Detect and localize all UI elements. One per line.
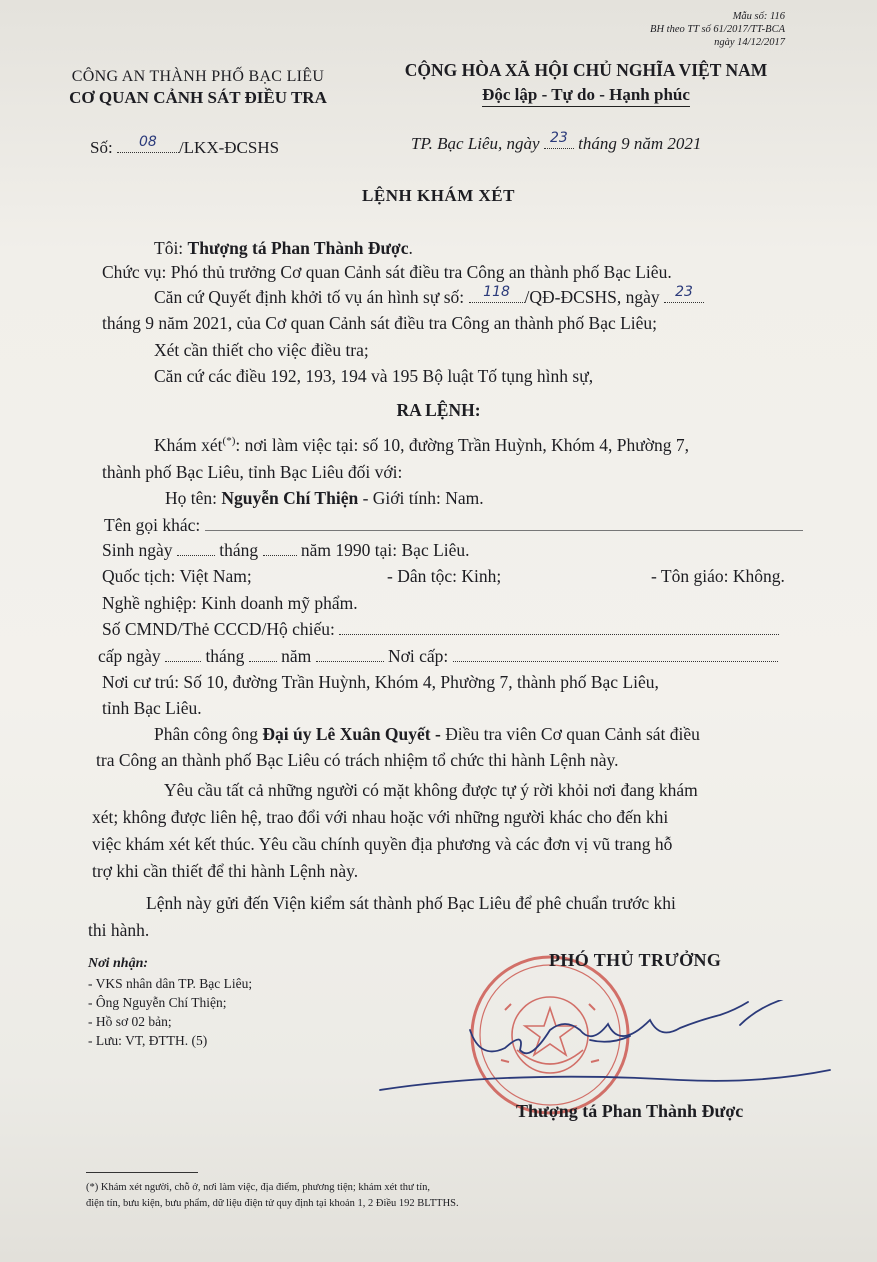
basis-decision-mid: /QĐ-ĐCSHS, ngày <box>524 287 660 307</box>
document-date <box>411 130 702 154</box>
national-heading <box>382 60 790 107</box>
footnote-divider <box>86 1172 198 1173</box>
issue-year-label: năm <box>281 646 312 666</box>
form-code-line3: ngày 14/12/2017 <box>714 37 785 48</box>
signer-name: Thượng tá Phan Thành Được <box>516 1101 744 1121</box>
issuer-line <box>154 238 413 259</box>
search-label: Khám xét <box>154 435 223 455</box>
alias-line <box>104 515 803 536</box>
footnote-line2: điện tín, bưu kiện, bưu phẩm, dữ liệu điện tử quy định tại khoản 1, 2 Điều 192 BLTTHS. <box>86 1198 459 1209</box>
issuer-position: Chức vụ: Phó thủ trưởng Cơ quan Cảnh sát điều tra Công an thành phố Bạc Liêu. <box>102 262 672 282</box>
dob-day-blank <box>177 541 215 556</box>
subject-gender: - Giới tính: Nam. <box>362 488 484 508</box>
doc-number-suffix: /LKX-ĐCSHS <box>178 138 280 157</box>
decision-number-blank <box>469 284 525 303</box>
basis-decision-start: Căn cứ Quyết định khởi tố vụ án hình sự số: <box>154 287 465 307</box>
issue-month-label: tháng <box>205 646 245 666</box>
residence: Nơi cư trú: Số 10, đường Trần Huỳnh, Khóm 4, Phường 7, thành phố Bạc Liêu, <box>102 672 659 692</box>
recipients-title: Nơi nhận: <box>88 956 149 971</box>
id-issue-line <box>98 646 778 667</box>
requirement-l1: Yêu cầu tất cả những người có mặt không được tự ý rời khỏi nơi đang khám <box>164 780 698 800</box>
issuing-organization <box>48 68 348 108</box>
org-line2: CƠ QUAN CẢNH SÁT ĐIỀU TRA <box>69 88 327 107</box>
alias-label: Tên gọi khác: <box>104 515 201 535</box>
issue-month-blank <box>249 647 277 662</box>
requirement-l3: việc khám xét kết thúc. Yêu cầu chính quyền địa phương và các đơn vị vũ trang hỗ <box>92 834 673 854</box>
assignment-line <box>154 724 700 745</box>
form-code-line2: BH theo TT số 61/2017/TT-BCA <box>650 24 785 35</box>
search-location <box>154 435 689 456</box>
basis-necessity: Xét cần thiết cho việc điều tra; <box>154 340 369 360</box>
doc-number-handwritten: 08 <box>139 134 157 150</box>
decision-day-blank <box>664 284 704 303</box>
recipient-item: - Hồ sơ 02 bản; <box>88 1014 172 1029</box>
form-code <box>650 10 785 49</box>
decision-day-handwritten: 23 <box>675 284 693 300</box>
dob-month-blank <box>263 541 297 556</box>
signature-icon <box>360 1000 840 1100</box>
org-line1: CÔNG AN THÀNH PHỐ BẠC LIÊU <box>71 68 325 85</box>
basis-decision <box>154 284 704 308</box>
search-footnote-mark: (*) <box>222 435 236 448</box>
recipient-item: - VKS nhân dân TP. Bạc Liêu; <box>88 976 253 991</box>
issue-day-blank <box>165 647 201 662</box>
id-line <box>102 619 779 640</box>
subject-name-line <box>165 488 484 509</box>
issuer-end: . <box>408 238 413 258</box>
footnote-line1: (*) Khám xét người, chỗ ở, nơi làm việc, địa điểm, phương tiện; khám xét thư tín, <box>86 1182 431 1193</box>
search-location-cont: thành phố Bạc Liêu, tỉnh Bạc Liêu đối với: <box>102 462 403 482</box>
name-label: Họ tên: <box>165 488 218 508</box>
issue-place-label: Nơi cấp: <box>387 646 449 666</box>
id-label: Số CMND/Thẻ CCCD/Hộ chiếu: <box>102 619 335 639</box>
issuer-name: Thượng tá Phan Thành Được <box>187 238 409 258</box>
residence-cont: tỉnh Bạc Liêu. <box>102 698 202 718</box>
religion: - Tôn giáo: Không. <box>651 566 785 586</box>
sending-l2: thi hành. <box>88 920 150 940</box>
doc-number-blank <box>117 134 179 153</box>
search-text: : nơi làm việc tại: số 10, đường Trần Huỳnh, Khóm 4, Phường 7, <box>235 435 689 455</box>
dob-year: năm 1990 tại: Bạc Liêu. <box>300 540 470 560</box>
issue-year-blank <box>316 647 384 662</box>
alias-blank <box>205 516 803 531</box>
document-number <box>90 134 280 158</box>
occupation: Nghề nghiệp: Kinh doanh mỹ phẩm. <box>102 593 358 613</box>
date-suffix: tháng 9 năm 2021 <box>578 134 702 153</box>
assigned-officer: Đại úy Lê Xuân Quyết - <box>262 724 441 744</box>
form-code-line1: Mẫu số: 116 <box>732 11 785 22</box>
issuer-label: Tôi: <box>154 238 184 258</box>
date-day-blank <box>544 130 574 149</box>
doc-number-prefix: Số: <box>90 138 113 157</box>
date-day-handwritten: 23 <box>549 130 568 146</box>
document-title: LỆNH KHÁM XÉT <box>362 186 515 205</box>
issue-place-blank <box>453 647 778 662</box>
signer-title: PHÓ THỦ TRƯỞNG <box>549 950 722 970</box>
recipient-item: - Ông Nguyễn Chí Thiện; <box>88 995 227 1010</box>
dob-month-label: tháng <box>219 540 259 560</box>
nation-line1: CỘNG HÒA XÃ HỘI CHỦ NGHĨA VIỆT NAM <box>404 60 768 80</box>
ethnicity: - Dân tộc: Kinh; <box>387 566 502 586</box>
assignment-rest: Điều tra viên Cơ quan Cảnh sát điều <box>445 724 700 744</box>
nationality: Quốc tịch: Việt Nam; <box>102 566 252 586</box>
assignment-cont: tra Công an thành phố Bạc Liêu có trách nhiệm tổ chức thi hành Lệnh này. <box>96 750 619 770</box>
basis-law: Căn cứ các điều 192, 193, 194 và 195 Bộ luật Tố tụng hình sự, <box>154 366 594 386</box>
sending-l1: Lệnh này gửi đến Viện kiểm sát thành phố Bạc Liêu để phê chuẩn trước khi <box>146 893 676 913</box>
nation-line2: Độc lập - Tự do - Hạnh phúc <box>482 85 690 107</box>
assignment-start: Phân công ông <box>154 724 259 744</box>
subject-name: Nguyễn Chí Thiện <box>221 488 359 508</box>
dob-line <box>102 540 470 561</box>
issue-day-label: cấp ngày <box>98 646 161 666</box>
decision-number-handwritten: 118 <box>483 284 510 300</box>
requirement-l2: xét; không được liên hệ, trao đổi với nhau hoặc với những người khác cho đến khi <box>92 807 669 827</box>
requirement-l4: trợ khi cần thiết để thi hành Lệnh này. <box>92 861 359 881</box>
id-blank <box>339 620 779 635</box>
recipient-item: - Lưu: VT, ĐTTH. (5) <box>88 1033 208 1048</box>
basis-decision-cont: tháng 9 năm 2021, của Cơ quan Cảnh sát điều tra Công an thành phố Bạc Liêu; <box>102 313 658 333</box>
order-heading: RA LỆNH: <box>396 400 481 420</box>
date-prefix: TP. Bạc Liêu, ngày <box>411 134 540 153</box>
dob-label: Sinh ngày <box>102 540 173 560</box>
